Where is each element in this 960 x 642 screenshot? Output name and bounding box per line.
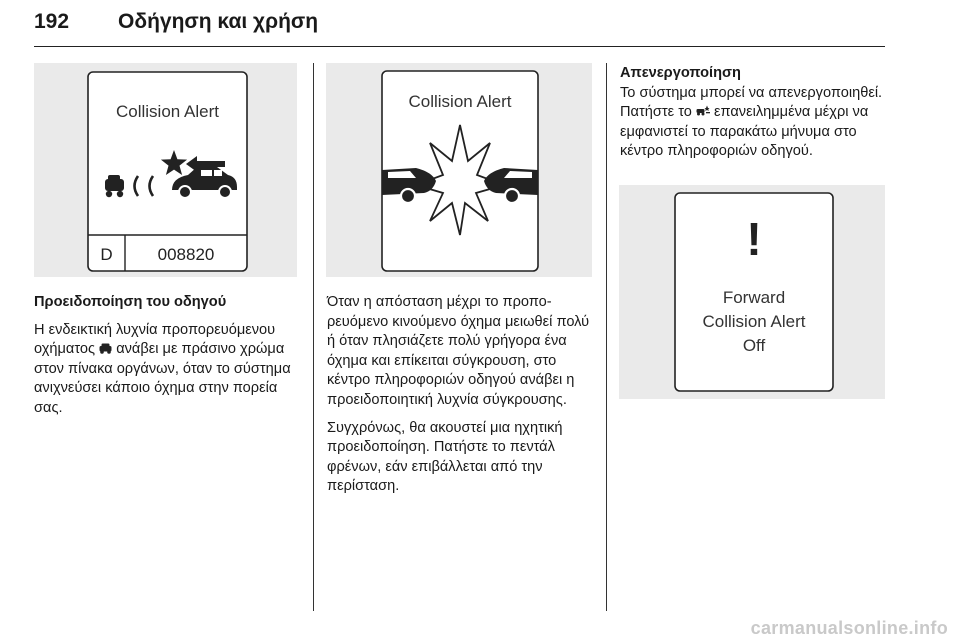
collision-warning-graphic [326,63,592,277]
deactivation-heading: Απενεργοποίηση [620,65,741,81]
deactivation-text-2: επανειλημμένα μέχρι να εμφανιστεί το παρακάτω μήνυμα στο κέντρο πληροφοριών οδηγού. [620,104,869,160]
page-title: Οδήγηση και χρήση [118,10,319,33]
figure1-code-value: 008820 [157,245,215,264]
column-3-text [620,64,886,170]
collision-alert-settings-icon [696,105,710,117]
figure1-code-letter: D [100,245,113,264]
column-divider-1 [313,63,314,611]
vehicle-ahead-icon [99,343,112,354]
collision-warning-paragraph: Όταν η απόσταση μέχρι το προπορευόμενο κινούμενο όχημα μειωθεί πολύ ή όταν πλησιάζετε πολύ γρήγορα ένα όχημα και επίκειται σύγκρουση, στο κέντρο πληροφοριών οδηγού ανάβει η προειδοποιητική λυχνία σύγκρουσης. [327,294,590,408]
figure2-title: Collision Alert [408,92,512,111]
figure3-line3: Off [742,336,766,355]
figure1-title: Collision Alert [116,102,219,121]
driver-warning-text-1: Η ενδεικτική λυχνία προπορευόμενου οχήματος [34,321,276,358]
figure-collision-alert-warning [326,63,592,277]
page-header [34,0,885,47]
figure3-line1: Forward [722,288,786,307]
collision-alert-display-graphic [34,63,297,277]
driver-warning-text-2: ανάβει με πράσινο χρώμα στον πίνακα οργάνων, όταν το σύστημα ανιχνεύσει κάποιο όχημα στην πορεία σας. [34,341,291,416]
driver-warning-heading: Προειδοποίηση του οδηγού [34,294,227,310]
column-divider-2 [606,63,607,611]
warning-exclamation-icon: ! [746,213,762,265]
column-2-text [327,293,595,505]
figure-collision-alert-display [34,63,297,277]
column-1-text [34,293,299,427]
watermark: carmanualsonline.info [750,618,948,638]
driver-warning-paragraph [34,321,299,419]
deactivation-paragraph [620,84,886,162]
forward-collision-off-graphic [619,185,885,399]
deactivation-text-1: Το σύστημα μπορεί να απενεργοποιηθεί. Πατήστε το [620,84,883,121]
figure-forward-collision-off [619,185,885,399]
page-number: 192 [34,10,70,33]
brake-advice-paragraph: Συγχρόνως, θα ακουστεί μια ηχητική προειδοποίηση. Πατήστε το πεντάλ φρένων, εάν επιβάλλεται από την περίσταση. [327,419,563,495]
figure3-line2: Collision Alert [702,312,806,331]
